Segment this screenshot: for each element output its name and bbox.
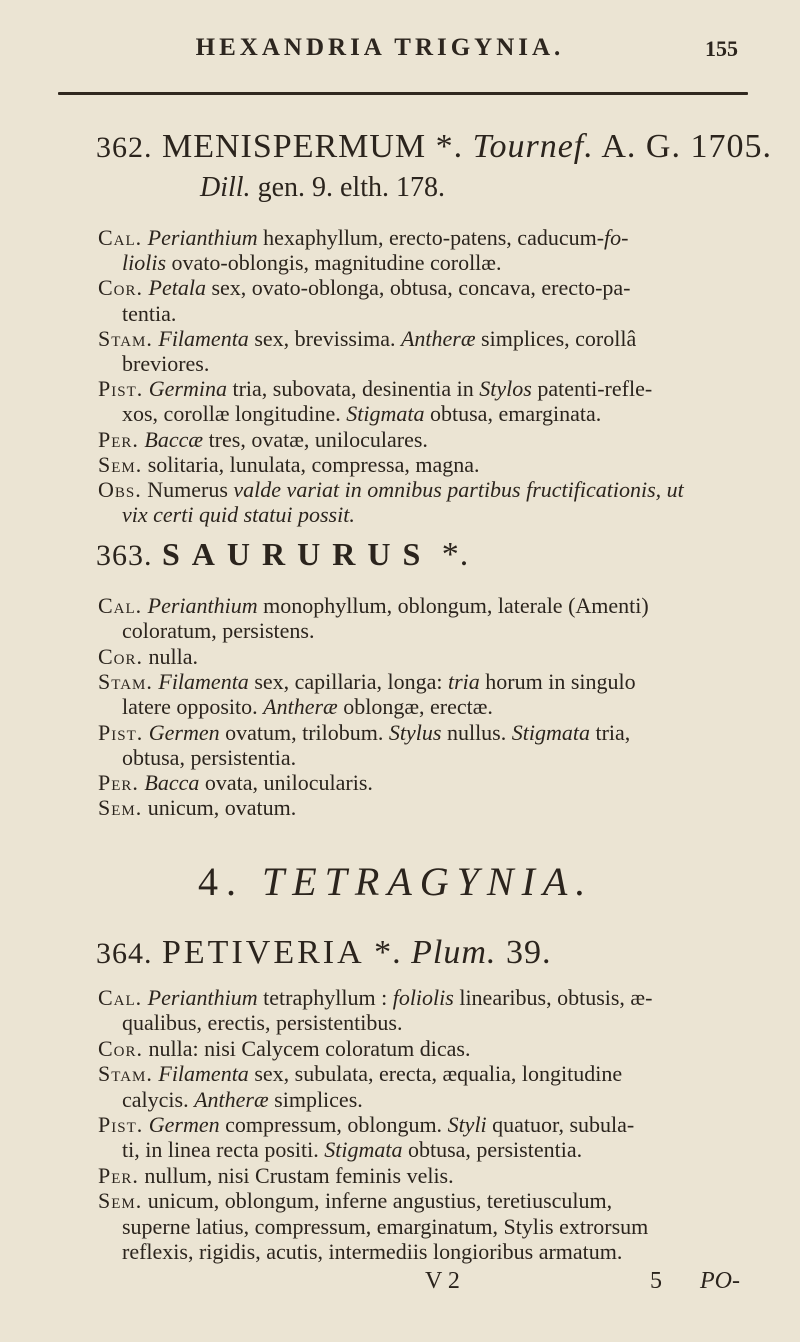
entry-number: 363. bbox=[96, 539, 153, 572]
text-run: unicum, oblongum, inferne angustius, teretiusculum, bbox=[142, 1188, 613, 1214]
text-run: ovatum, trilobum. bbox=[219, 719, 389, 745]
term-italic: Petala bbox=[143, 275, 206, 301]
section-label: Per. bbox=[98, 426, 139, 452]
term-italic: foliolis bbox=[392, 985, 454, 1010]
text-run: tria, bbox=[589, 719, 631, 745]
reference-detail: A. G. 1705. bbox=[601, 128, 772, 165]
text-run: ovata, unilocularis. bbox=[199, 770, 373, 796]
text-run: simplices. bbox=[268, 1086, 363, 1112]
text-line bbox=[98, 1164, 454, 1188]
term-italic: Bacca bbox=[138, 770, 200, 796]
reference-detail: 39. bbox=[505, 934, 552, 971]
genus-name: SAURURUS bbox=[162, 536, 433, 572]
page-number: 155 bbox=[705, 36, 738, 61]
text-run: compressum, oblongum. bbox=[219, 1112, 448, 1137]
text-run: xos, corollæ longitudine. bbox=[122, 401, 347, 427]
text-run: nullus. bbox=[441, 719, 512, 745]
entry-364-heading bbox=[96, 934, 551, 972]
text-run: patenti-refle- bbox=[531, 376, 653, 402]
signature-number: 5 bbox=[650, 1268, 662, 1294]
asterisk-mark: *. bbox=[441, 536, 470, 573]
text-line bbox=[122, 1138, 582, 1162]
text-line bbox=[122, 402, 601, 426]
text-line bbox=[98, 670, 636, 694]
text-line bbox=[98, 226, 629, 250]
term-italic: Perianthium bbox=[142, 225, 258, 250]
text-line bbox=[122, 746, 296, 770]
text-run: obtusa, persistentia. bbox=[402, 1137, 583, 1163]
term-italic: Styli bbox=[447, 1112, 487, 1137]
term-italic: Antheræ bbox=[194, 1086, 269, 1112]
order-number: 4. bbox=[198, 859, 244, 904]
text-line bbox=[98, 276, 631, 300]
text-run: ovato-oblongis, magnitudine corollæ. bbox=[166, 250, 502, 276]
text-line bbox=[122, 251, 501, 275]
term-italic: Stigmata bbox=[511, 719, 590, 745]
term-italic: Filamenta bbox=[152, 1061, 249, 1087]
entry-362-subheading bbox=[200, 172, 445, 204]
text-line bbox=[98, 327, 636, 351]
text-line bbox=[122, 352, 209, 376]
entry-number: 362. bbox=[96, 131, 153, 164]
term-italic: Perianthium bbox=[142, 985, 258, 1010]
text-line bbox=[98, 1037, 471, 1061]
text-run: calycis. bbox=[122, 1086, 195, 1112]
text-run: breviores. bbox=[122, 351, 210, 376]
entry-number: 364. bbox=[96, 937, 153, 970]
term-italic: liolis bbox=[122, 250, 167, 276]
text-run: qualibus, erectis, persistentibus. bbox=[122, 1010, 403, 1036]
text-line bbox=[98, 428, 428, 452]
subref-author: Dill. bbox=[200, 172, 251, 203]
order-title: TETRAGYNIA. bbox=[262, 859, 594, 904]
text-line bbox=[98, 594, 649, 618]
text-line bbox=[98, 796, 296, 820]
text-line bbox=[122, 1011, 402, 1035]
section-label: Stam. bbox=[98, 325, 153, 351]
reference-author: Tournef. bbox=[472, 128, 594, 165]
text-run: nulla. bbox=[143, 643, 199, 669]
section-label: Pist. bbox=[98, 376, 144, 402]
section-label: Stam. bbox=[98, 668, 153, 694]
text-run: reflexis, rigidis, acutis, intermediis longioribus armatum. bbox=[122, 1239, 623, 1264]
text-line bbox=[98, 478, 684, 502]
running-head bbox=[0, 34, 800, 74]
section-label: Cal. bbox=[98, 593, 143, 618]
asterisk-mark: *. bbox=[374, 934, 402, 971]
section-label: Pist. bbox=[98, 719, 144, 745]
text-run: obtusa, emarginata. bbox=[424, 401, 602, 427]
text-line bbox=[98, 771, 373, 795]
entry-362-heading bbox=[96, 128, 772, 166]
term-italic: Stylus bbox=[388, 719, 442, 745]
text-run: nulla: nisi Calycem coloratum dicas. bbox=[143, 1035, 471, 1061]
text-line bbox=[98, 1189, 612, 1213]
term-italic: Stylos bbox=[479, 376, 532, 402]
text-line bbox=[122, 1215, 648, 1239]
text-line bbox=[98, 1062, 622, 1086]
catchword: PO- bbox=[700, 1268, 740, 1294]
text-run: horum in singulo bbox=[479, 668, 636, 694]
text-line bbox=[98, 377, 652, 401]
text-line bbox=[122, 619, 314, 643]
text-run: sex, capillaria, longa: bbox=[248, 668, 448, 694]
entry-363-heading bbox=[96, 536, 469, 574]
text-run: sex, ovato-oblonga, obtusa, concava, erecto-pa- bbox=[205, 275, 631, 301]
text-line bbox=[122, 695, 493, 719]
text-run: Numerus bbox=[141, 477, 234, 502]
running-title: HEXANDRIA TRIGYNIA. bbox=[195, 34, 565, 61]
term-italic: Germen bbox=[143, 1112, 220, 1137]
term-italic: Baccæ bbox=[138, 426, 204, 452]
term-italic: Filamenta bbox=[152, 325, 249, 351]
header-rule bbox=[58, 92, 748, 95]
text-run: superne latius, compressum, emarginatum, Stylis extrorsum bbox=[122, 1213, 649, 1239]
section-label: Cal. bbox=[98, 225, 143, 250]
text-run: tetraphyllum : bbox=[257, 985, 393, 1010]
text-run: monophyllum, oblongum, laterale (Amenti) bbox=[257, 593, 649, 618]
text-line bbox=[98, 721, 630, 745]
section-label: Sem. bbox=[98, 1188, 143, 1214]
text-run: unicum, ovatum. bbox=[142, 795, 297, 821]
text-line bbox=[122, 1240, 622, 1264]
text-run: sex, subulata, erecta, æqualia, longitudine bbox=[248, 1061, 623, 1087]
text-line bbox=[98, 453, 479, 477]
text-run: linearibus, obtusis, æ- bbox=[453, 985, 653, 1010]
text-line bbox=[98, 645, 198, 669]
section-label: Per. bbox=[98, 770, 139, 796]
text-run: quatuor, subula- bbox=[486, 1112, 635, 1137]
text-run: tres, ovatæ, uniloculares. bbox=[203, 426, 428, 452]
asterisk-mark: *. bbox=[435, 128, 464, 165]
section-label: Per. bbox=[98, 1162, 139, 1188]
text-run: nullum, nisi Crustam feminis velis. bbox=[138, 1162, 454, 1188]
term-italic: vix certi quid statui possit. bbox=[122, 502, 355, 528]
text-run: obtusa, persistentia. bbox=[122, 744, 297, 770]
term-italic: Germen bbox=[143, 719, 220, 745]
order-heading bbox=[198, 858, 593, 905]
term-italic: tria bbox=[447, 668, 480, 694]
section-label: Stam. bbox=[98, 1061, 153, 1087]
text-run: solitaria, lunulata, compressa, magna. bbox=[142, 451, 480, 477]
text-run: hexaphyllum, erecto-patens, caducum- bbox=[257, 225, 605, 250]
subref-detail: gen. 9. elth. 178. bbox=[257, 172, 445, 203]
term-italic: Perianthium bbox=[142, 593, 258, 618]
text-line bbox=[122, 302, 176, 326]
text-run: oblongæ, erectæ. bbox=[337, 694, 493, 720]
section-label: Sem. bbox=[98, 451, 143, 477]
term-italic: valde variat in omnibus partibus fructificationis, ut bbox=[233, 477, 684, 502]
genus-name: MENISPERMUM bbox=[162, 128, 427, 165]
term-italic: fo- bbox=[604, 225, 629, 250]
text-run: latere opposito. bbox=[122, 694, 264, 720]
text-run: simplices, corollâ bbox=[475, 325, 637, 351]
text-run: tentia. bbox=[122, 300, 177, 326]
term-italic: Filamenta bbox=[152, 668, 249, 694]
text-line bbox=[122, 503, 355, 527]
section-label: Cor. bbox=[98, 1035, 144, 1061]
section-label: Pist. bbox=[98, 1112, 144, 1137]
term-italic: Antheræ bbox=[400, 325, 476, 351]
term-italic: Germina bbox=[143, 376, 227, 402]
text-run: coloratum, persistens. bbox=[122, 618, 315, 644]
text-line bbox=[122, 1088, 363, 1112]
genus-name: PETIVERIA bbox=[162, 934, 365, 971]
reference-author: Plum. bbox=[411, 934, 497, 971]
text-run: sex, brevissima. bbox=[248, 325, 401, 351]
section-label: Cor. bbox=[98, 643, 144, 669]
text-run: ti, in linea recta positi. bbox=[122, 1137, 325, 1163]
text-line bbox=[98, 1113, 634, 1137]
term-italic: Stigmata bbox=[324, 1137, 403, 1163]
section-label: Obs. bbox=[98, 477, 142, 502]
term-italic: Antheræ bbox=[263, 694, 338, 720]
section-label: Sem. bbox=[98, 795, 143, 821]
section-label: Cor. bbox=[98, 275, 144, 301]
text-run: tria, subovata, desinentia in bbox=[226, 376, 480, 402]
text-line bbox=[98, 986, 652, 1010]
section-label: Cal. bbox=[98, 985, 143, 1010]
term-italic: Stigmata bbox=[346, 401, 425, 427]
signature-mark: V 2 bbox=[425, 1268, 460, 1294]
